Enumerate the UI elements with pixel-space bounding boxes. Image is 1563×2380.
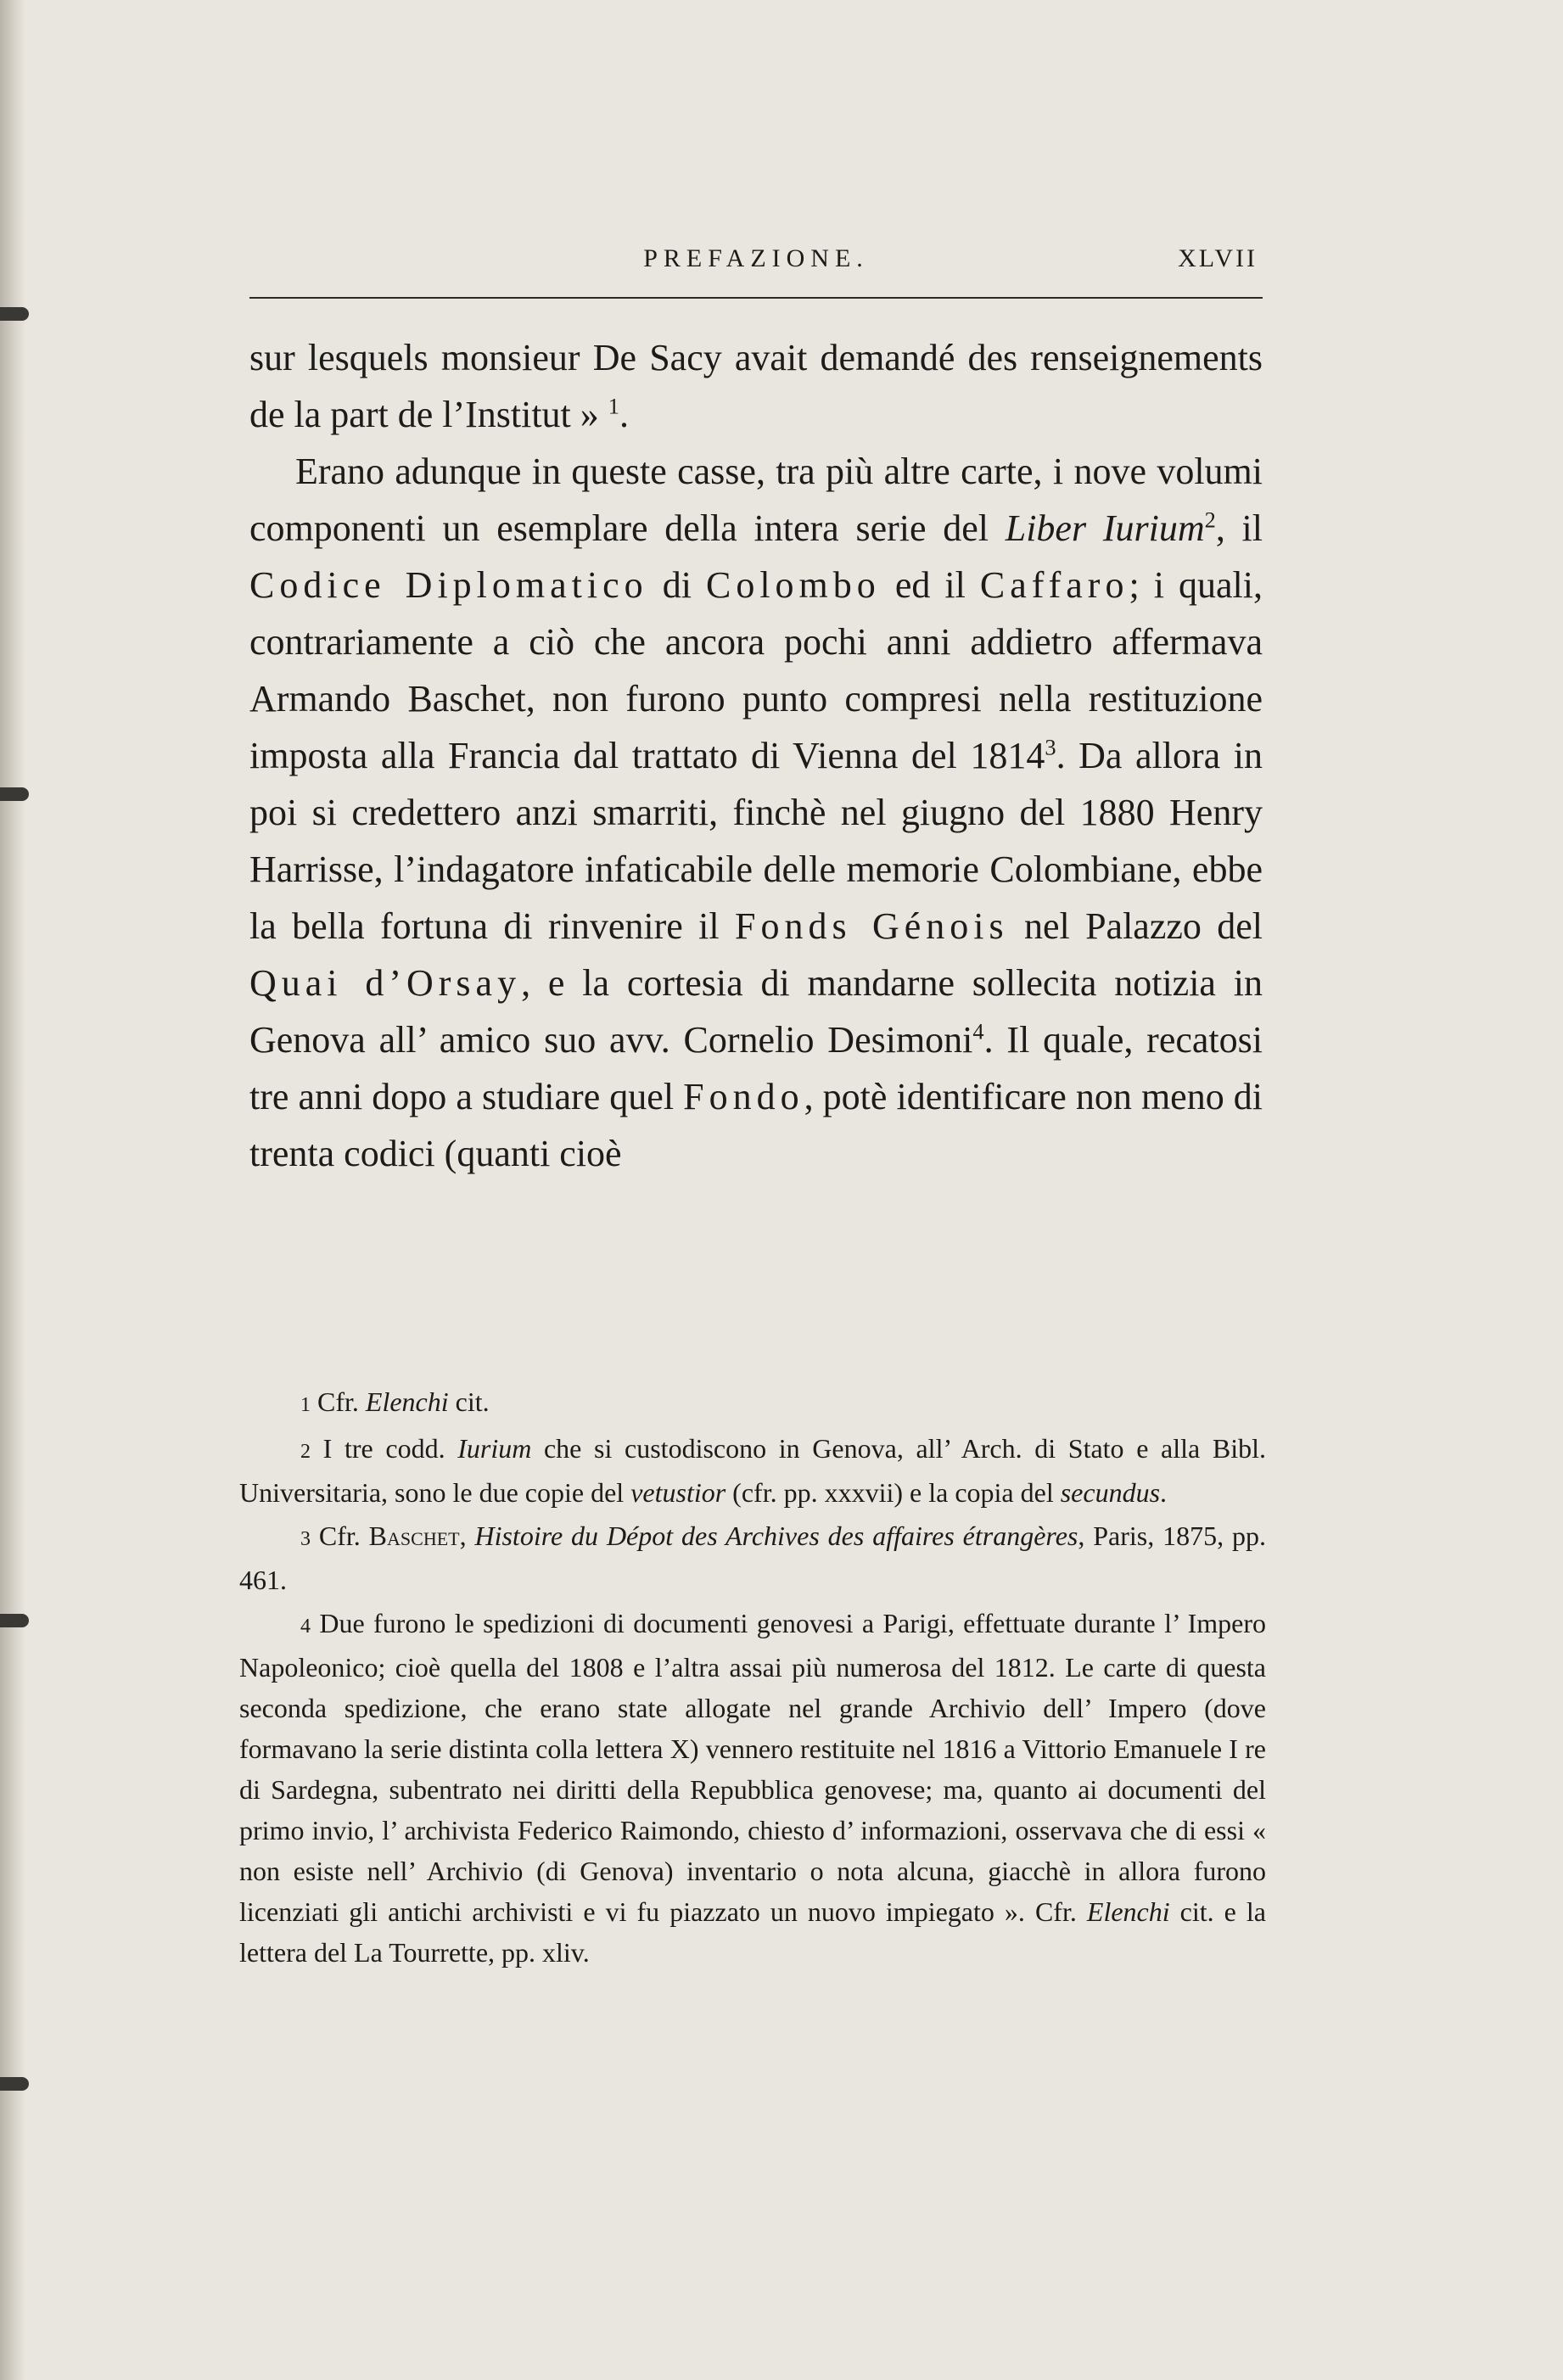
paragraph (249, 329, 1263, 443)
main-text (249, 329, 1263, 1182)
italic-run: vetustior (630, 1477, 726, 1508)
footnote-ref: 1 (608, 393, 619, 419)
text-run: cit. e la lettera del La Tourrette, pp. xliv. (239, 1896, 1267, 1968)
italic-run: Elenchi (1086, 1896, 1170, 1927)
text-run: Due furono le spedizioni di documenti genovesi a Parigi, effettuate durante l’ Impero Napoleonico; cioè quella del 1808 e l’altra assai più numerosa del 1812. Le carte di questa seconda spedizione, che erano state allogate nel grande Archivio dell’ Impero (dove formavano la serie distinta colla lettera X) vennero restituite nel 1816 a Vittorio Emanuele I re di Sardegna, subentrato nei diritti della Repubblica genovese; ma, quanto ai documenti del primo invio, l’ archivista Federico Raimondo, chiesto d’ informazioni, osservava che di essi « non esiste nell’ Archivio (di Genova) inventario o nota alcuna, giacchè in allora furono licenziati gli antichi archivisti e vi fu piazzato un nuovo impiegato ». Cfr. (239, 1608, 1267, 1927)
footnote-4 (239, 1603, 1266, 1973)
text-run: , (459, 1520, 475, 1551)
text-run: . (1160, 1477, 1168, 1508)
italic-run: secundus (1060, 1477, 1161, 1508)
page-binding-edge (0, 0, 25, 2380)
binding-stitch (0, 2077, 29, 2091)
text-run: Cfr. (318, 1520, 369, 1551)
footnote-ref: 2 (1204, 507, 1216, 533)
footnote-marker: 1 (300, 1394, 311, 1416)
footnote-ref: 4 (972, 1018, 984, 1044)
text-run: Erano adunque in queste casse, tra più altre carte, i nove volumi componenti un esemplare della intera serie del (249, 451, 1263, 549)
text-run: . (619, 394, 629, 435)
spaced-fonds-genois: Fonds Génois (734, 905, 1009, 947)
italic-run: Elenchi (365, 1386, 449, 1417)
footnote-marker: 2 (300, 1441, 311, 1463)
binding-stitch (0, 787, 29, 801)
footnote-2 (239, 1428, 1266, 1513)
small-caps-run: Baschet (368, 1520, 460, 1551)
text-run: di (647, 564, 706, 606)
spaced-caffaro: Caffaro (979, 564, 1129, 606)
text-run: . Da allora in poi si credettero anzi smarriti, finchè nel giugno del 1880 Henry Harrisse, l’indagatore infaticabile delle memorie Colombiane, ebbe la bella fortuna di rinvenire il (249, 735, 1263, 947)
text-run: nel Palazzo del (1008, 905, 1263, 947)
spaced-codice-diplomatico: Codice Diplomatico (249, 564, 648, 606)
footnote-1 (239, 1381, 1266, 1425)
text-run: , Paris, 1875, pp. 461. (239, 1520, 1267, 1595)
spaced-colombo: Colombo (705, 564, 881, 606)
text-run: , e la cortesia di mandarne sollecita notizia in Genova all’ amico suo avv. Cornelio Desimoni (249, 962, 1263, 1061)
text-run: I tre codd. (322, 1433, 458, 1464)
text-run: ed il (880, 564, 980, 606)
italic-run: Histoire du Dépot des Archives des affaires étrangères (474, 1520, 1078, 1551)
text-run: che si custodiscono in Genova, all’ Arch. di Stato e alla Bibl. Universitaria, sono le due copie del (239, 1433, 1267, 1508)
footnote-marker: 3 (300, 1528, 311, 1550)
footnote-ref: 3 (1045, 734, 1056, 760)
text-run: , potè identificare non meno di trenta codici (quanti cioè (249, 1076, 1263, 1174)
text-run: sur lesquels monsieur De Sacy avait demandé des renseignements de la part de l’Institut » (249, 337, 1263, 435)
running-head: PREFAZIONE. (643, 244, 869, 272)
spaced-fondo: Fondo (683, 1076, 804, 1117)
title-liber-iurium: Liber Iurium (1005, 507, 1205, 549)
paragraph (249, 443, 1263, 1182)
text-run: (cfr. pp. xxxvii) e la copia del (725, 1477, 1061, 1508)
footnotes (239, 1381, 1266, 1975)
text-run: . Il quale, recatosi tre anni dopo a studiare quel (249, 1019, 1263, 1117)
page-number: XLVII (1178, 244, 1258, 272)
text-run: cit. (448, 1386, 490, 1417)
binding-stitch (0, 307, 29, 321)
spaced-quai-dorsay: Quai d’Orsay (249, 962, 522, 1004)
text-run: Cfr. (317, 1386, 366, 1417)
footnote-marker: 4 (300, 1616, 311, 1638)
text-run: , il (1215, 507, 1263, 549)
page-header (249, 238, 1263, 299)
text-run: ; i quali, contrariamente a ciò che ancora pochi anni addietro affermava Armando Baschet, non furono punto compresi nella restituzione imposta alla Francia dal trattato di Vienna del 1814 (249, 564, 1263, 776)
binding-stitch (0, 1614, 29, 1627)
italic-run: Iurium (457, 1433, 532, 1464)
footnote-3 (239, 1515, 1266, 1600)
